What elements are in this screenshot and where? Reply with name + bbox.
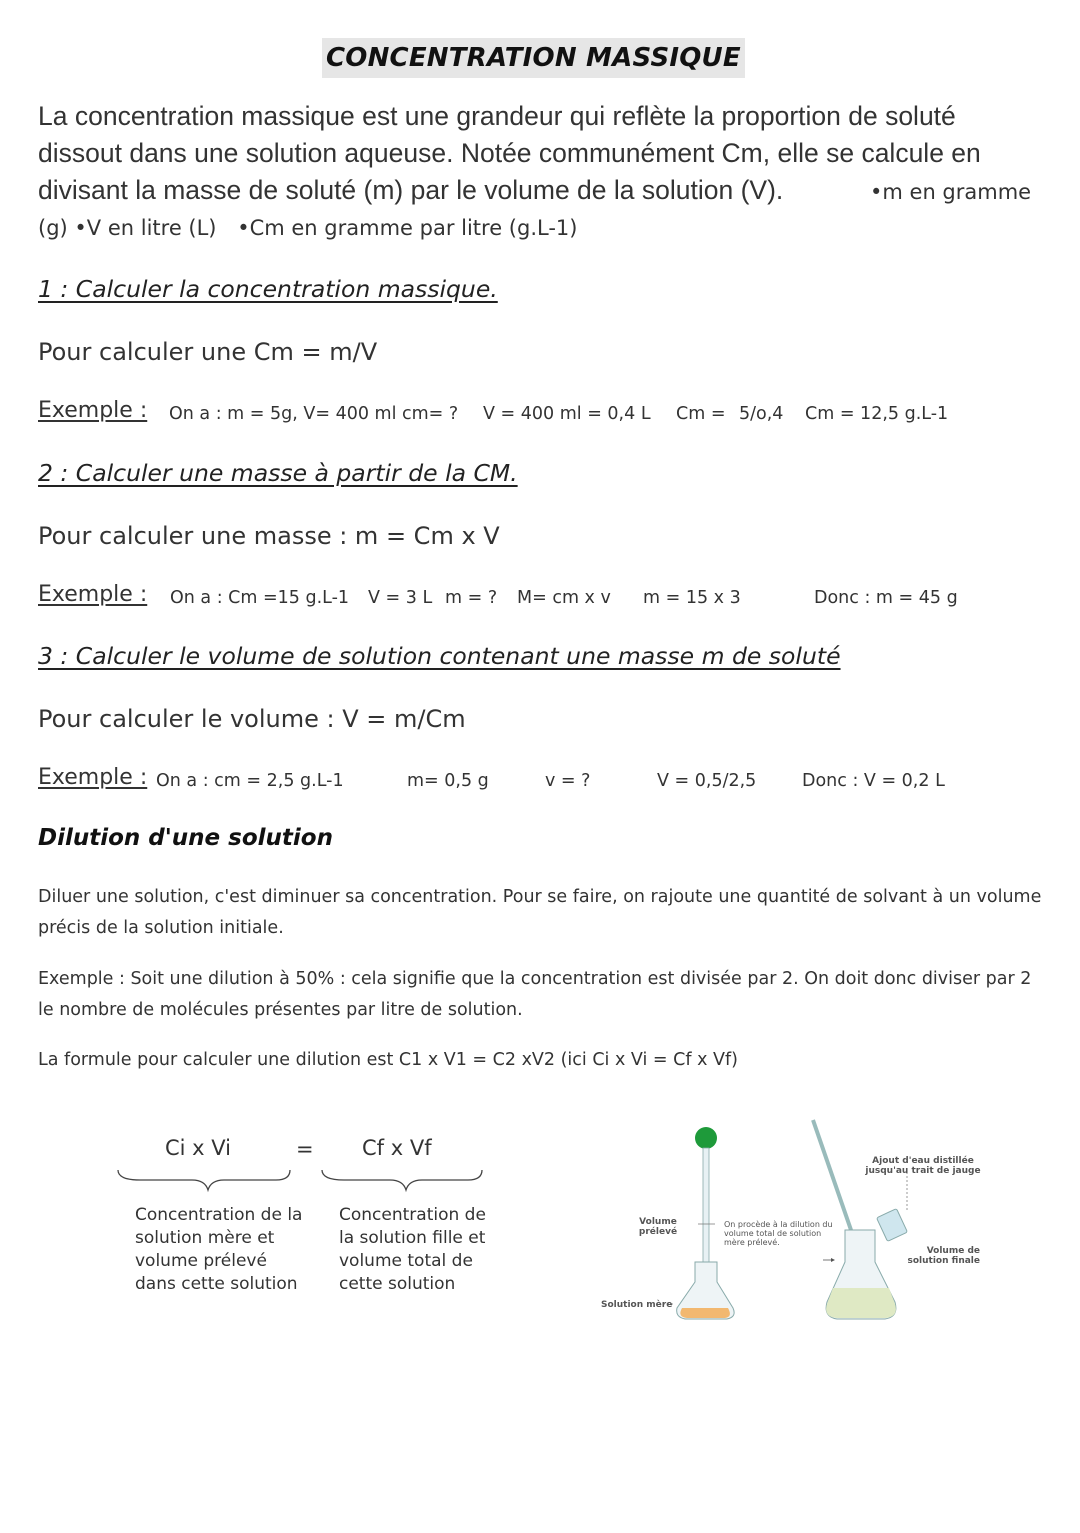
right-description: Concentration de la solution fille et volume total de cette solution <box>339 1205 486 1294</box>
pipette-angled <box>813 1120 851 1230</box>
dilution-title: Dilution d'une solution <box>38 825 333 851</box>
example-part: V = 0,5/2,5 <box>657 771 757 791</box>
label-volume-preleve: Volume prélevé <box>638 1217 678 1237</box>
example-part: V = 400 ml = 0,4 L <box>483 404 651 424</box>
dilution-formula-line: La formule pour calculer une dilution est C1 x V1 = C2 xV2 (ici Ci x Vi = Cf x Vf) <box>38 1050 738 1070</box>
section-3-example <box>38 765 1038 797</box>
example-label: Exemple : <box>38 582 148 607</box>
section-2-heading: 2 : Calculer une masse à partir de la CM. <box>38 459 518 487</box>
section-1-formula: Pour calculer une Cm = m/V <box>38 338 378 366</box>
beaker <box>877 1209 908 1242</box>
intro-line <box>38 172 1048 209</box>
example-label: Exemple : <box>38 398 148 423</box>
dilution-paragraph-2: Exemple : Soit une dilution à 50% : cela signifie que la concentration est divisée par 2. On doit donc diviser par 2 le nombre de molécules présentes par litre de solution. <box>38 969 1032 1020</box>
unit-cm: •Cm en gramme par litre (g.L-1) <box>237 216 578 240</box>
example-part: On a : m = 5g, V= 400 ml cm= ? <box>169 404 459 424</box>
underbrace-graphic <box>110 1166 500 1196</box>
dilution-paragraph-1: Diluer une solution, c'est diminuer sa concentration. Pour se faire, on rajoute une quantité de solvant à un volume précis de la solution initiale. <box>38 887 1042 938</box>
section-3-formula: Pour calculer le volume : V = m/Cm <box>38 705 466 733</box>
example-part: M= cm x v <box>517 588 611 608</box>
example-part: m= 0,5 g <box>407 771 489 791</box>
example-part: On a : cm = 2,5 g.L-1 <box>156 771 344 791</box>
section-1-example <box>38 398 1038 430</box>
section-2-formula: Pour calculer une masse : m = Cm x V <box>38 522 500 550</box>
left-description: Concentration de la solution mère et volume prélevé dans cette solution <box>135 1205 303 1294</box>
label-procede: On procède à la dilution du volume total de solution mère prélevé. <box>724 1220 833 1247</box>
example-part: On a : Cm =15 g.L-1 <box>170 588 350 608</box>
flask-right-liquid <box>826 1288 896 1318</box>
example-part: m = ? <box>445 588 498 608</box>
example-label: Exemple : <box>38 765 148 790</box>
example-part: v = ? <box>545 771 591 791</box>
unit-m: •m en gramme <box>870 180 1032 204</box>
section-1-heading: 1 : Calculer la concentration massique. <box>38 275 498 303</box>
page-title: CONCENTRATION MASSIQUE <box>322 38 745 78</box>
unit-m-cont: (g) <box>38 216 68 240</box>
section-3-heading: 3 : Calculer le volume de solution contenant une masse m de soluté <box>38 642 841 670</box>
intro-paragraph <box>38 98 1048 209</box>
brace-left <box>118 1170 290 1190</box>
formula-left: Ci x Vi <box>165 1136 232 1160</box>
label-ajout-eau: Ajout d'eau distillée jusqu'au trait de jauge <box>865 1156 981 1176</box>
example-part: m = 15 x 3 <box>643 588 741 608</box>
example-part: V = 3 L <box>368 588 433 608</box>
flask-left-liquid <box>680 1308 730 1318</box>
units-line <box>38 216 577 240</box>
intro-line-text: divisant la masse de soluté (m) par le volume de la solution (V). <box>38 175 784 205</box>
section-2-example <box>38 582 1038 614</box>
example-part: Cm = <box>676 404 726 424</box>
example-part: Cm = 12,5 g.L-1 <box>805 404 949 424</box>
unit-v: •V en litre (L) <box>74 216 217 240</box>
pipette-bulb <box>695 1127 717 1149</box>
formula-equals: = <box>296 1137 314 1161</box>
formula-right: Cf x Vf <box>362 1136 432 1160</box>
brace-right <box>322 1170 482 1190</box>
example-part: 5/o,4 <box>739 404 784 424</box>
label-solution-mere: Solution mère <box>601 1300 673 1310</box>
label-volume-finale: Volume de solution finale <box>907 1246 980 1266</box>
intro-line: dissout dans une solution aqueuse. Notée communément Cm, elle se calcule en <box>38 138 981 168</box>
intro-line: La concentration massique est une grandeur qui reflète la proportion de soluté <box>38 101 956 131</box>
example-part: Donc : m = 45 g <box>814 588 958 608</box>
example-part: Donc : V = 0,2 L <box>802 771 945 791</box>
